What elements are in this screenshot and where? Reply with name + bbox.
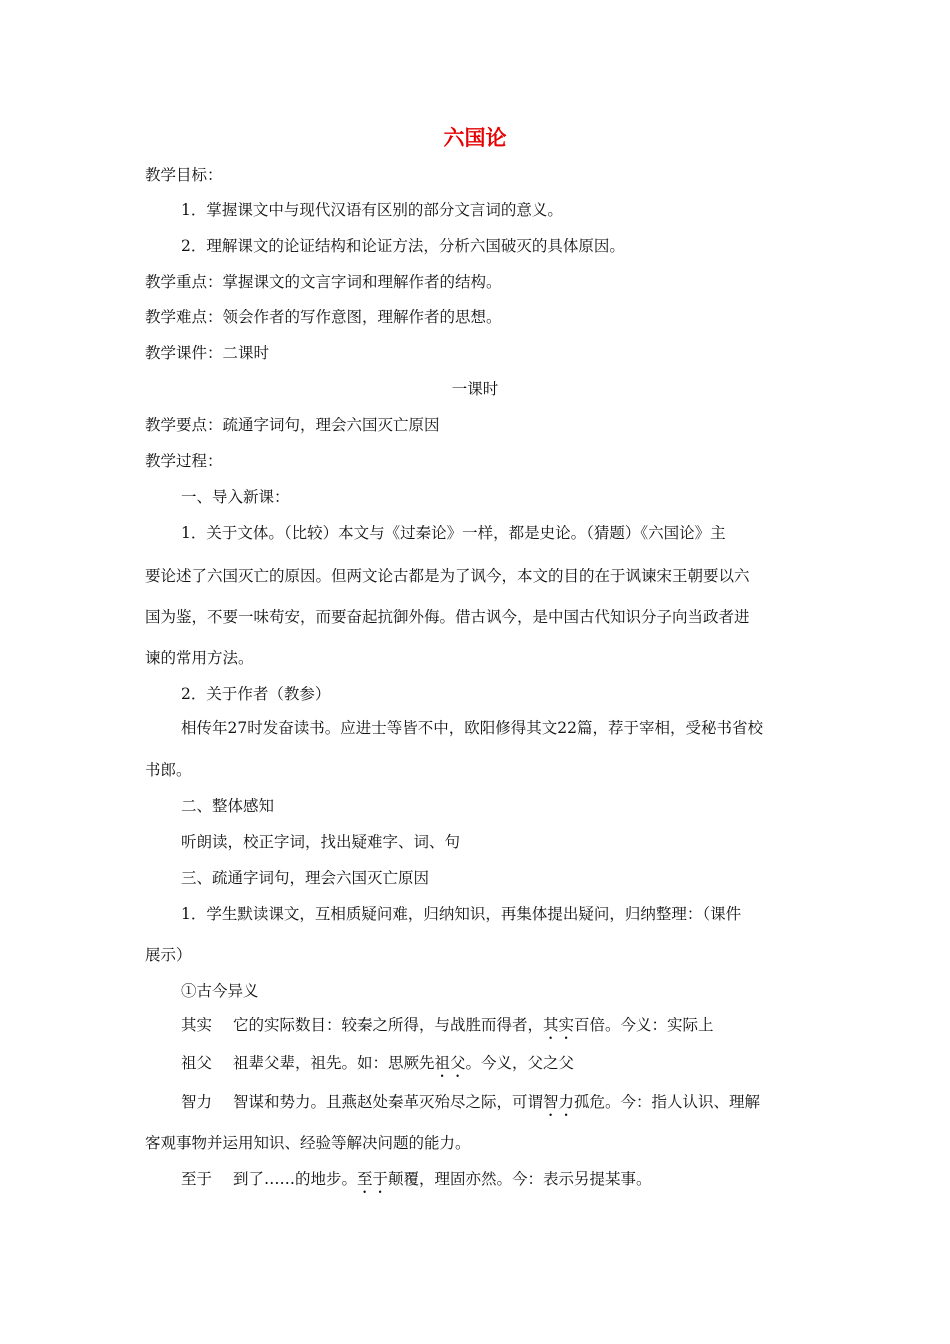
key-points: 教学重点：掌握课文的文言字词和理解作者的结构。 [145,273,502,291]
entry-zufu [181,1053,574,1081]
section-2-heading: 二、整体感知 [181,797,275,815]
para-3-line-1: 相传年27时发奋读书。应进士等皆不中，欧阳修得其文22篇，荐于宰相，受秘书省校 [181,719,763,737]
page-title: 六国论 [443,126,507,150]
objective-2: 2．理解课文的论证结构和论证方法，分析六国破灭的具体原因。 [181,237,625,255]
para-4-line-2: 展示） [145,946,192,964]
para-1-line-3: 国为鉴，不要一味苟安，而要奋起抗御外侮。借古讽今，是中国古代知识分子向当政者进 [145,608,750,626]
entry-term: 至于 [181,1170,213,1188]
objective-1: 1．掌握课文中与现代汉语有区别的部分文言词的意义。 [181,201,563,219]
entry-zhili-line-2: 客观事物并运用知识、经验等解决问题的能力。 [145,1134,471,1152]
para-3-line-2: 书郎。 [145,761,192,779]
entry-modern-meaning: 孤危。今：指人认识、理解 [574,1093,761,1111]
objectives-heading: 教学目标： [145,166,223,184]
entry-modern-meaning: 百倍。今义：实际上 [574,1016,714,1034]
emphasized-word: 祖父 [434,1054,466,1072]
para-1-line-1: 1．关于文体。（比较）本文与《过秦论》一样，都是史论。（猜题）《六国论》主 [181,524,726,542]
emphasized-word: 至于 [357,1170,389,1188]
section-1-heading: 一、导入新课： [181,488,290,506]
para-2: 2．关于作者（教参） [181,685,331,703]
entry-definition: 到了……的地步。 [233,1170,358,1188]
entry-definition: 智谋和势力。且燕赵处秦革灭殆尽之际，可谓 [233,1093,544,1111]
entry-definition: 它的实际数目：较秦之所得，与战胜而得者， [233,1016,544,1034]
process-heading: 教学过程： [145,452,223,470]
entry-zhiyu [181,1169,652,1197]
entry-modern-meaning: 颠覆，理固亦然。今：表示另提某事。 [388,1170,652,1188]
entry-term: 其实 [181,1016,213,1034]
para-4-line-1: 1．学生默读课文，互相质疑问难，归纳知识，再集体提出疑问，归纳整理：（课件 [181,905,742,923]
class-hours: 教学课件：二课时 [145,344,270,362]
emphasized-word: 智力 [543,1093,575,1111]
para-1-line-4: 谏的常用方法。 [145,649,254,667]
entry-qishi [181,1015,714,1043]
ancient-modern-heading: ①古今异义 [181,982,259,1000]
entry-term: 祖父 [181,1054,213,1072]
lesson-points: 教学要点：疏通字词句，理会六国灭亡原因 [145,416,440,434]
section-3-heading: 三、疏通字词句，理会六国灭亡原因 [181,869,430,887]
emphasized-word: 其实 [543,1016,575,1034]
para-1-line-2: 要论述了六国灭亡的原因。但两文论古都是为了讽今，本文的目的在于讽谏宋王朝要以六 [145,567,750,585]
entry-zhili [181,1092,760,1120]
entry-term: 智力 [181,1093,213,1111]
difficulties: 教学难点：领会作者的写作意图，理解作者的思想。 [145,308,502,326]
entry-definition: 祖辈父辈，祖先。如：思厥先 [233,1054,435,1072]
section-2-text: 听朗读，校正字词，找出疑难字、词、句 [181,833,461,851]
entry-modern-meaning: 。今义，父之父 [465,1054,575,1072]
lesson-one-heading: 一课时 [451,380,499,398]
